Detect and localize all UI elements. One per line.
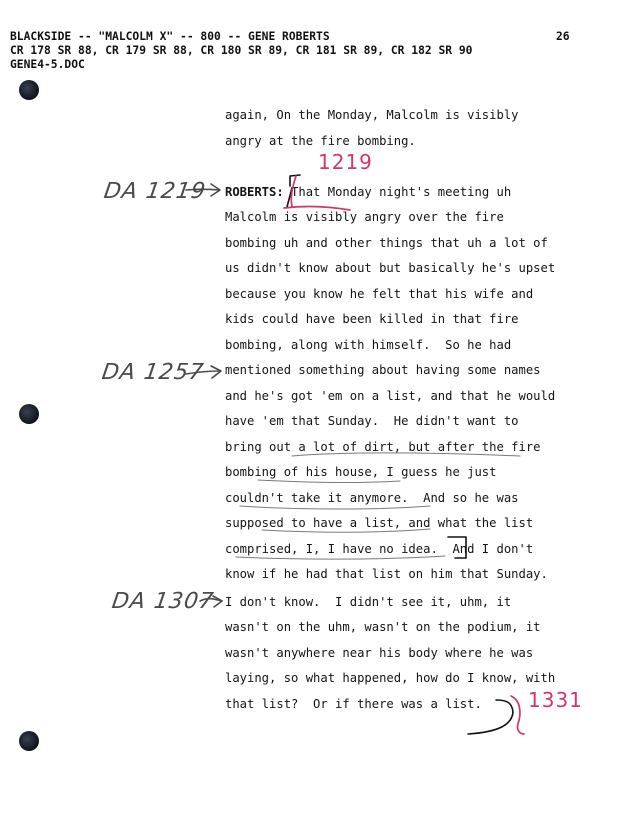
header-title-line: BLACKSIDE -- "MALCOLM X" -- 800 -- GENE ROBERTS <box>10 30 330 43</box>
transcript-line-4: Malcolm is visibly angry over the fire <box>225 210 504 224</box>
transcript-line-7: because you know he felt that his wife and <box>225 287 534 301</box>
binder-hole-middle <box>19 404 39 424</box>
transcript-line-20: wasn't on the uhm, wasn't on the podium, it <box>225 620 541 634</box>
pencil-underline <box>240 506 430 509</box>
transcript-line-18: know if he had that list on him that Sunday. <box>225 567 548 581</box>
transcript-line-11: and he's got 'em on a list, and that he would <box>225 389 556 403</box>
transcript-line-5: bombing uh and other things that uh a lot of <box>225 236 548 250</box>
transcript-line-19: I don't know. I didn't see it, uhm, it <box>225 595 512 609</box>
transcript-line-9: bombing, along with himself. So he had <box>225 338 512 352</box>
transcript-line-15: couldn't take it anymore. And so he was <box>225 491 519 505</box>
transcript-line-23: that list? Or if there was a list. <box>225 697 482 711</box>
red-bracket-end <box>511 696 524 734</box>
arrow-head-icon <box>211 184 220 196</box>
red-timecode-bottom: 1331 <box>528 688 583 712</box>
header-reel-line: CR 178 SR 88, CR 179 SR 88, CR 180 SR 89, CR 181 SR 89, CR 182 SR 90 <box>10 44 473 57</box>
handwritten-timecode-1: DA 1219 <box>102 179 208 204</box>
page-number: 26 <box>556 30 570 43</box>
transcript-line-2: angry at the fire bombing. <box>225 134 416 148</box>
transcript-line-3-text: That Monday night's meeting uh <box>291 185 512 199</box>
binder-hole-top <box>19 80 39 100</box>
transcript-line-12: have 'em that Sunday. He didn't want to <box>225 414 519 428</box>
transcript-line-3 <box>225 184 511 200</box>
transcript-line-16: supposed to have a list, and what the list <box>225 516 534 530</box>
transcript-line-22: laying, so what happened, how do I know, with <box>225 671 556 685</box>
arrow-head-icon <box>211 366 221 378</box>
pencil-underline <box>258 480 400 483</box>
transcript-line-21: wasn't anywhere near his body where he was <box>225 646 534 660</box>
header-filename: GENE4-5.DOC <box>10 58 85 71</box>
binder-hole-bottom <box>19 731 39 751</box>
handwritten-timecode-2: DA 1257 <box>100 360 206 385</box>
speaker-label: ROBERTS: <box>225 185 284 199</box>
transcript-line-10: mentioned something about having some names <box>225 363 541 377</box>
transcript-line-6: us didn't know about but basically he's upset <box>225 261 556 275</box>
transcript-line-13: bring out a lot of dirt, but after the fire <box>225 440 541 454</box>
transcript-line-17: comprised, I, I have no idea. And I don't <box>225 542 534 556</box>
transcript-line-8: kids could have been killed in that fire <box>225 312 519 326</box>
transcript-line-14: bombing of his house, I guess he just <box>225 465 497 479</box>
handwritten-timecode-3: DA 1307 <box>110 589 216 614</box>
transcript-line-1: again, On the Monday, Malcolm is visibly <box>225 108 519 122</box>
red-timecode-top: 1219 <box>318 150 373 174</box>
